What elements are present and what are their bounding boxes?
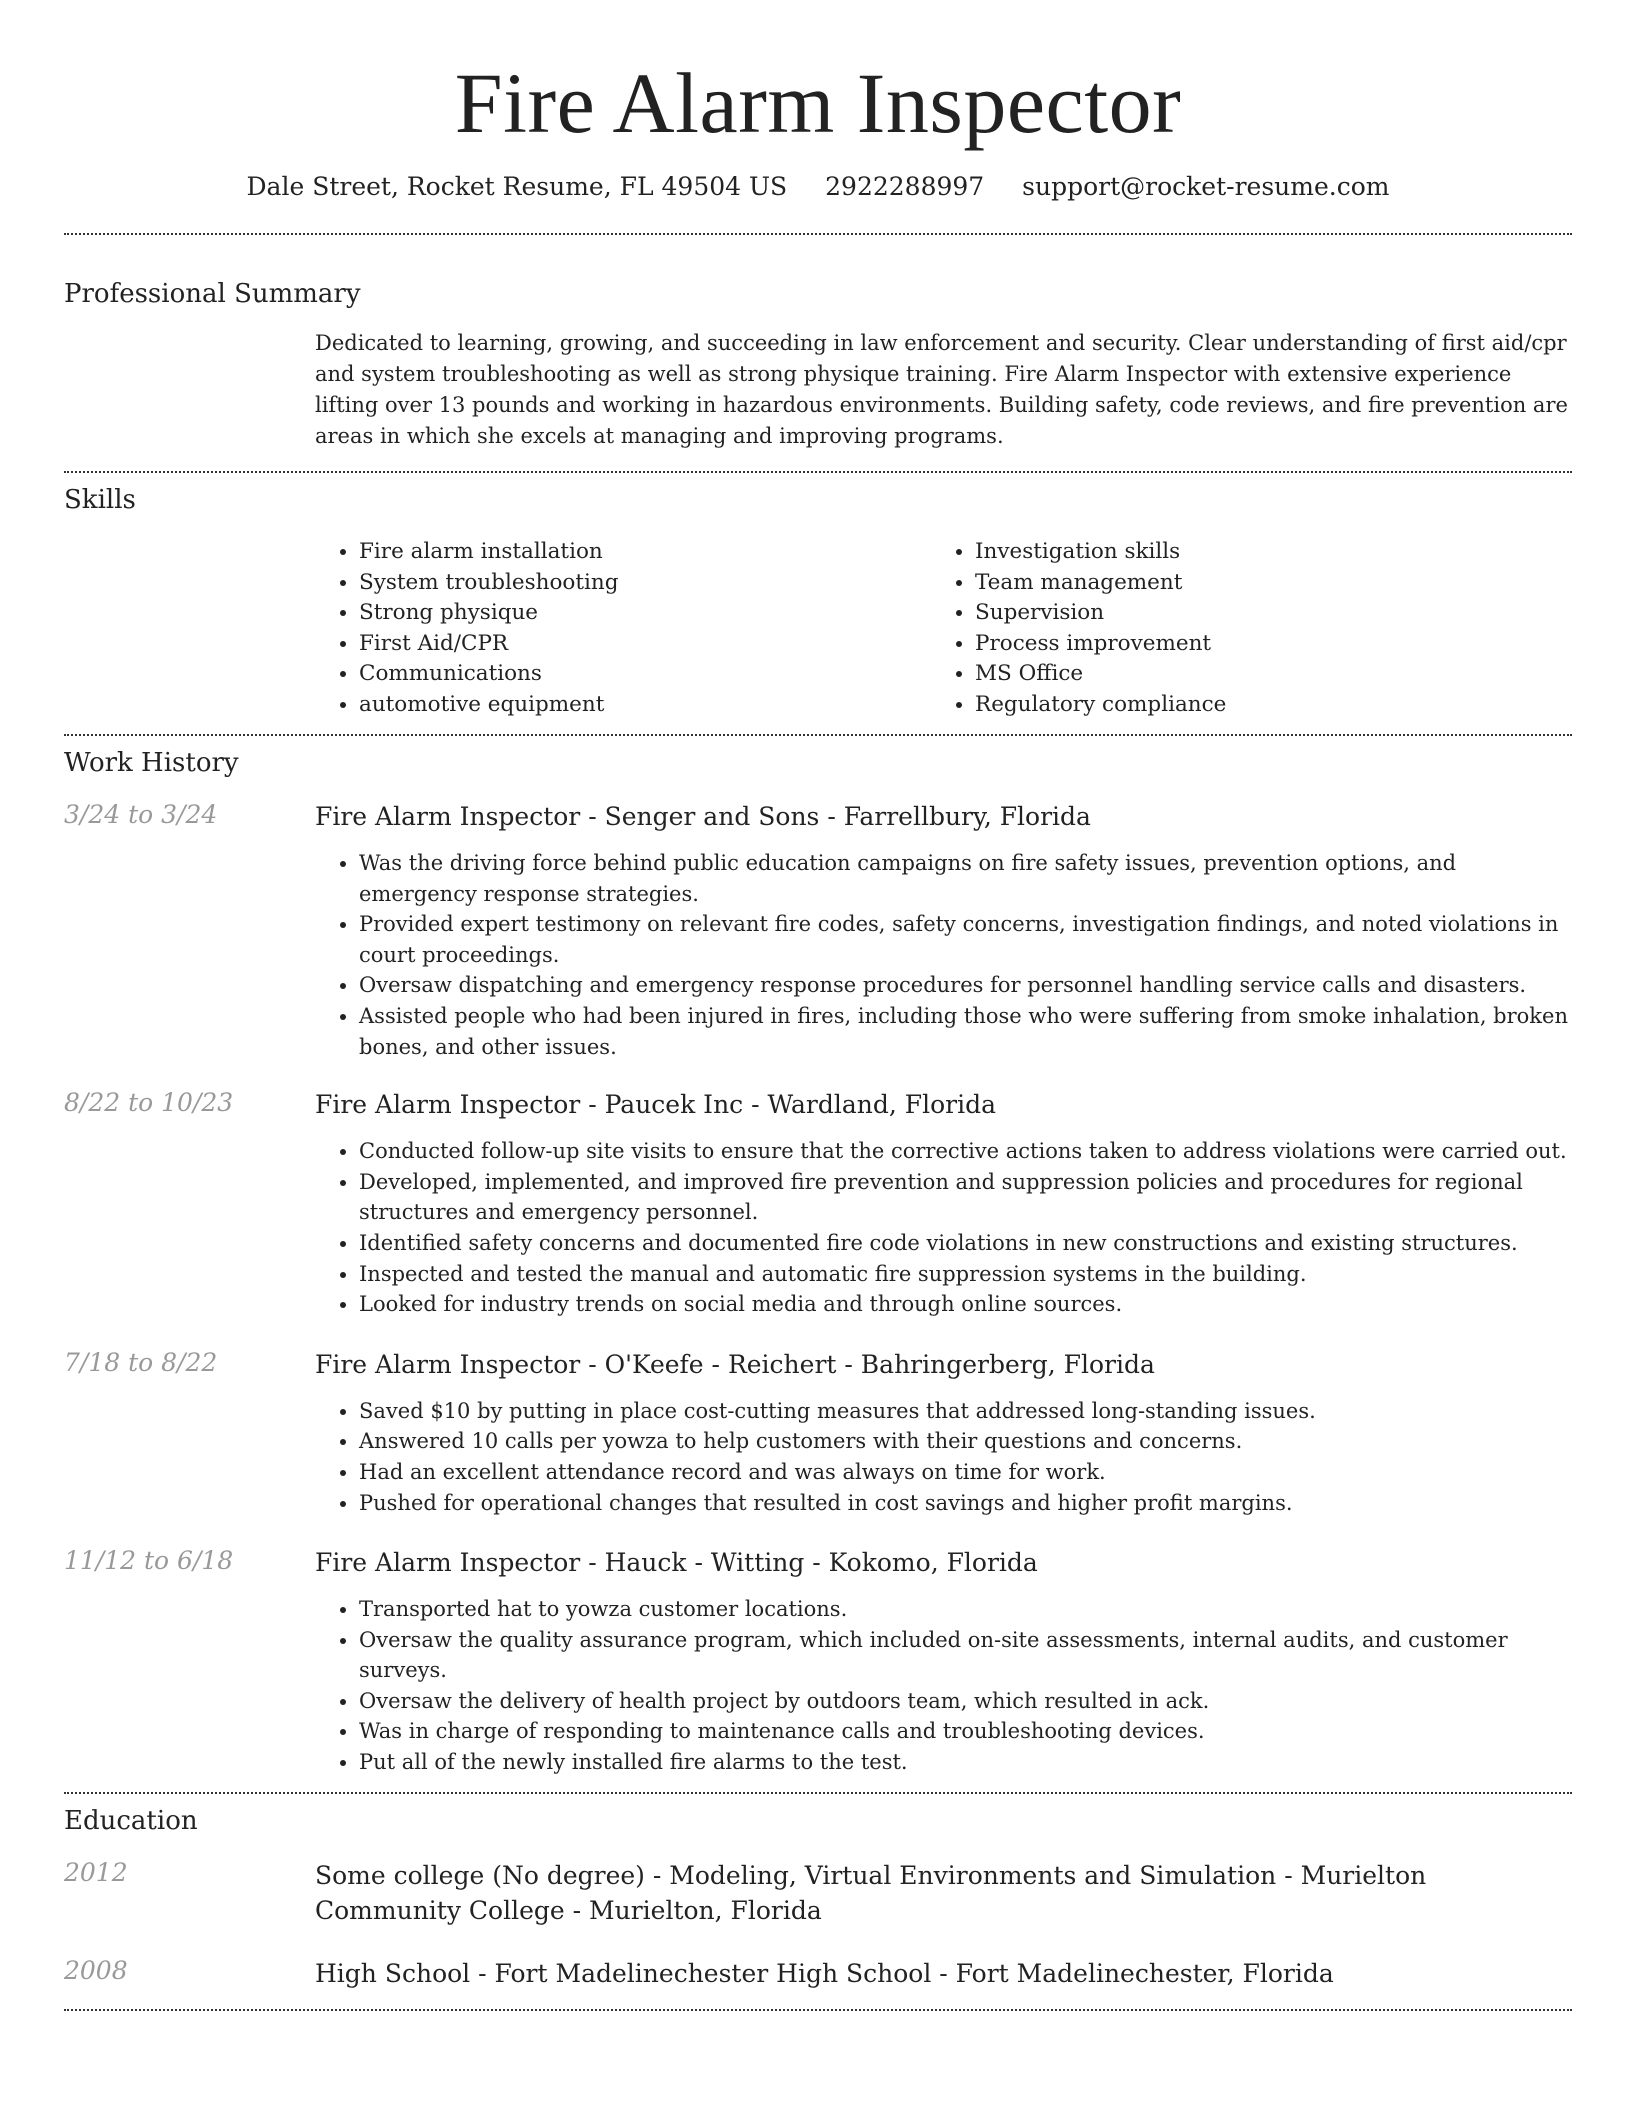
job-bullet: • Saved $10 by putting in place cost-cutting measures that addressed long-standing issues. <box>359 1396 1572 1427</box>
education-heading <box>315 1956 1572 1991</box>
education-entry <box>64 1858 1572 1928</box>
job-title: Fire Alarm Inspector <box>315 1349 581 1379</box>
skill-item: • Supervision <box>975 598 1547 629</box>
skills-title: Skills <box>64 485 136 515</box>
job-bullet: • Was in charge of responding to maintenance calls and troubleshooting devices. <box>359 1716 1572 1747</box>
skill-item: • Investigation skills <box>975 537 1547 568</box>
education-entry <box>64 1956 1572 1991</box>
education-section <box>64 1794 1572 1991</box>
skill-item: • Regulatory compliance <box>975 690 1547 721</box>
job-bullets <box>315 1136 1572 1320</box>
skill-item: • Strong physique <box>359 598 931 629</box>
job-bullet: • Was the driving force behind public education campaigns on fire safety issues, prevention options, and emergency response strategies. <box>359 848 1572 909</box>
skill-item: • Process improvement <box>975 629 1547 660</box>
job-entry <box>64 1546 1572 1778</box>
contact-address: Dale Street, Rocket Resume, FL 49504 US <box>246 172 788 201</box>
job-heading <box>315 1546 1572 1580</box>
job-entry <box>64 1088 1572 1320</box>
job-bullet: • Oversaw the delivery of health project by outdoors team, which resulted in ack. <box>359 1686 1572 1717</box>
education-school: - Murielton Community College - Murielton, Florida <box>315 1860 1427 1925</box>
work-title: Work History <box>64 748 239 778</box>
education-school: Fort Madelinechester High School - Fort Madelinechester, Florida <box>494 1958 1334 1988</box>
candidate-name: Fire Alarm Inspector <box>454 55 1182 151</box>
skill-item: • System troubleshooting <box>359 568 931 599</box>
job-title: Fire Alarm Inspector <box>315 802 581 831</box>
education-degree: High School <box>315 1958 471 1988</box>
job-bullet: • Identified safety concerns and documented fire code violations in new constructions and existing structures. <box>359 1228 1572 1259</box>
job-bullet: • Pushed for operational changes that resulted in cost savings and higher profit margins. <box>359 1488 1572 1519</box>
job-dates: 3/24 to 3/24 <box>64 800 218 829</box>
summary-title: Professional Summary <box>64 279 361 309</box>
education-year: 2012 <box>64 1857 128 1887</box>
skill-item: • MS Office <box>975 659 1547 690</box>
job-heading <box>315 800 1572 834</box>
job-dates: 11/12 to 6/18 <box>64 1546 234 1576</box>
job-bullet: • Looked for industry trends on social media and through online sources. <box>359 1289 1572 1320</box>
skill-item: • Fire alarm installation <box>359 537 931 568</box>
education-year: 2008 <box>64 1955 128 1985</box>
job-details: - Senger and Sons - Farrellbury, Florida <box>580 802 1091 831</box>
resume-page <box>64 0 1572 2011</box>
job-heading <box>315 1348 1572 1382</box>
job-bullet: • Conducted follow-up site visits to ensure that the corrective actions taken to address violations were carried out. <box>359 1136 1572 1167</box>
job-title: Fire Alarm Inspector <box>315 1548 581 1578</box>
job-entry <box>64 1348 1572 1518</box>
divider <box>64 2009 1572 2011</box>
contact-line <box>64 172 1572 201</box>
job-bullet: • Assisted people who had been injured in fires, including those who were suffering from smoke inhalation, broken bones, and other issues. <box>359 1001 1572 1062</box>
job-details: - Paucek Inc - Wardland, Florida <box>580 1090 997 1120</box>
skill-item: • First Aid/CPR <box>359 629 931 660</box>
education-title: Education <box>64 1805 198 1836</box>
skills-list-left <box>315 537 931 720</box>
work-section <box>64 736 1572 1778</box>
education-separator: - <box>644 1860 670 1890</box>
skills-list-right <box>931 537 1547 720</box>
job-bullet: • Provided expert testimony on relevant fire codes, safety concerns, investigation findings, and noted violations in court proceedings. <box>359 909 1572 970</box>
skill-item: • automotive equipment <box>359 690 931 721</box>
job-bullet: • Oversaw the quality assurance program, which included on-site assessments, internal audits, and customer surveys. <box>359 1625 1572 1686</box>
skills-section <box>64 473 1572 720</box>
contact-phone: 2922288997 <box>825 172 985 201</box>
summary-section <box>64 235 1572 452</box>
skill-item: • Team management <box>975 568 1547 599</box>
job-bullet: • Transported hat to yowza customer locations. <box>359 1594 1572 1625</box>
job-dates: 7/18 to 8/22 <box>64 1347 218 1377</box>
education-heading <box>315 1858 1572 1928</box>
education-field: Modeling, Virtual Environments and Simulation <box>669 1860 1277 1890</box>
job-bullet: • Developed, implemented, and improved fire prevention and suppression policies and procedures for regional structures and emergency personnel. <box>359 1167 1572 1228</box>
education-separator: - <box>470 1958 495 1988</box>
job-dates: 8/22 to 10/23 <box>64 1088 234 1118</box>
job-title: Fire Alarm Inspector <box>315 1090 581 1120</box>
job-bullets <box>315 1594 1572 1778</box>
job-heading <box>315 1088 1572 1122</box>
job-bullet: • Inspected and tested the manual and automatic fire suppression systems in the building. <box>359 1259 1572 1290</box>
job-bullet: • Oversaw dispatching and emergency response procedures for personnel handling service calls and disasters. <box>359 970 1572 1001</box>
job-entry <box>64 800 1572 1062</box>
job-bullet: • Answered 10 calls per yowza to help customers with their questions and concerns. <box>359 1426 1572 1457</box>
job-details: - O'Keefe - Reichert - Bahringerberg, Florida <box>580 1349 1155 1379</box>
job-bullets <box>315 1396 1572 1518</box>
education-degree: Some college (No degree) <box>315 1860 645 1890</box>
job-details: - Hauck - Witting - Kokomo, Florida <box>580 1548 1038 1578</box>
job-bullet: • Put all of the newly installed fire alarms to the test. <box>359 1747 1572 1778</box>
summary-text: Dedicated to learning, growing, and succeeding in law enforcement and security. Clear understanding of first aid/cpr and system troubleshooting as well as strong physique training. Fire Alarm Inspector with extensive experience lifting over 13 pounds and working in hazardous environments. Building safety, code reviews, and fire prevention are areas in which she excels at managing and improving programs. <box>315 331 1568 448</box>
job-bullet: • Had an excellent attendance record and was always on time for work. <box>359 1457 1572 1488</box>
job-bullets <box>315 848 1572 1062</box>
skill-item: • Communications <box>359 659 931 690</box>
contact-email: support@rocket-resume.com <box>1022 172 1390 201</box>
